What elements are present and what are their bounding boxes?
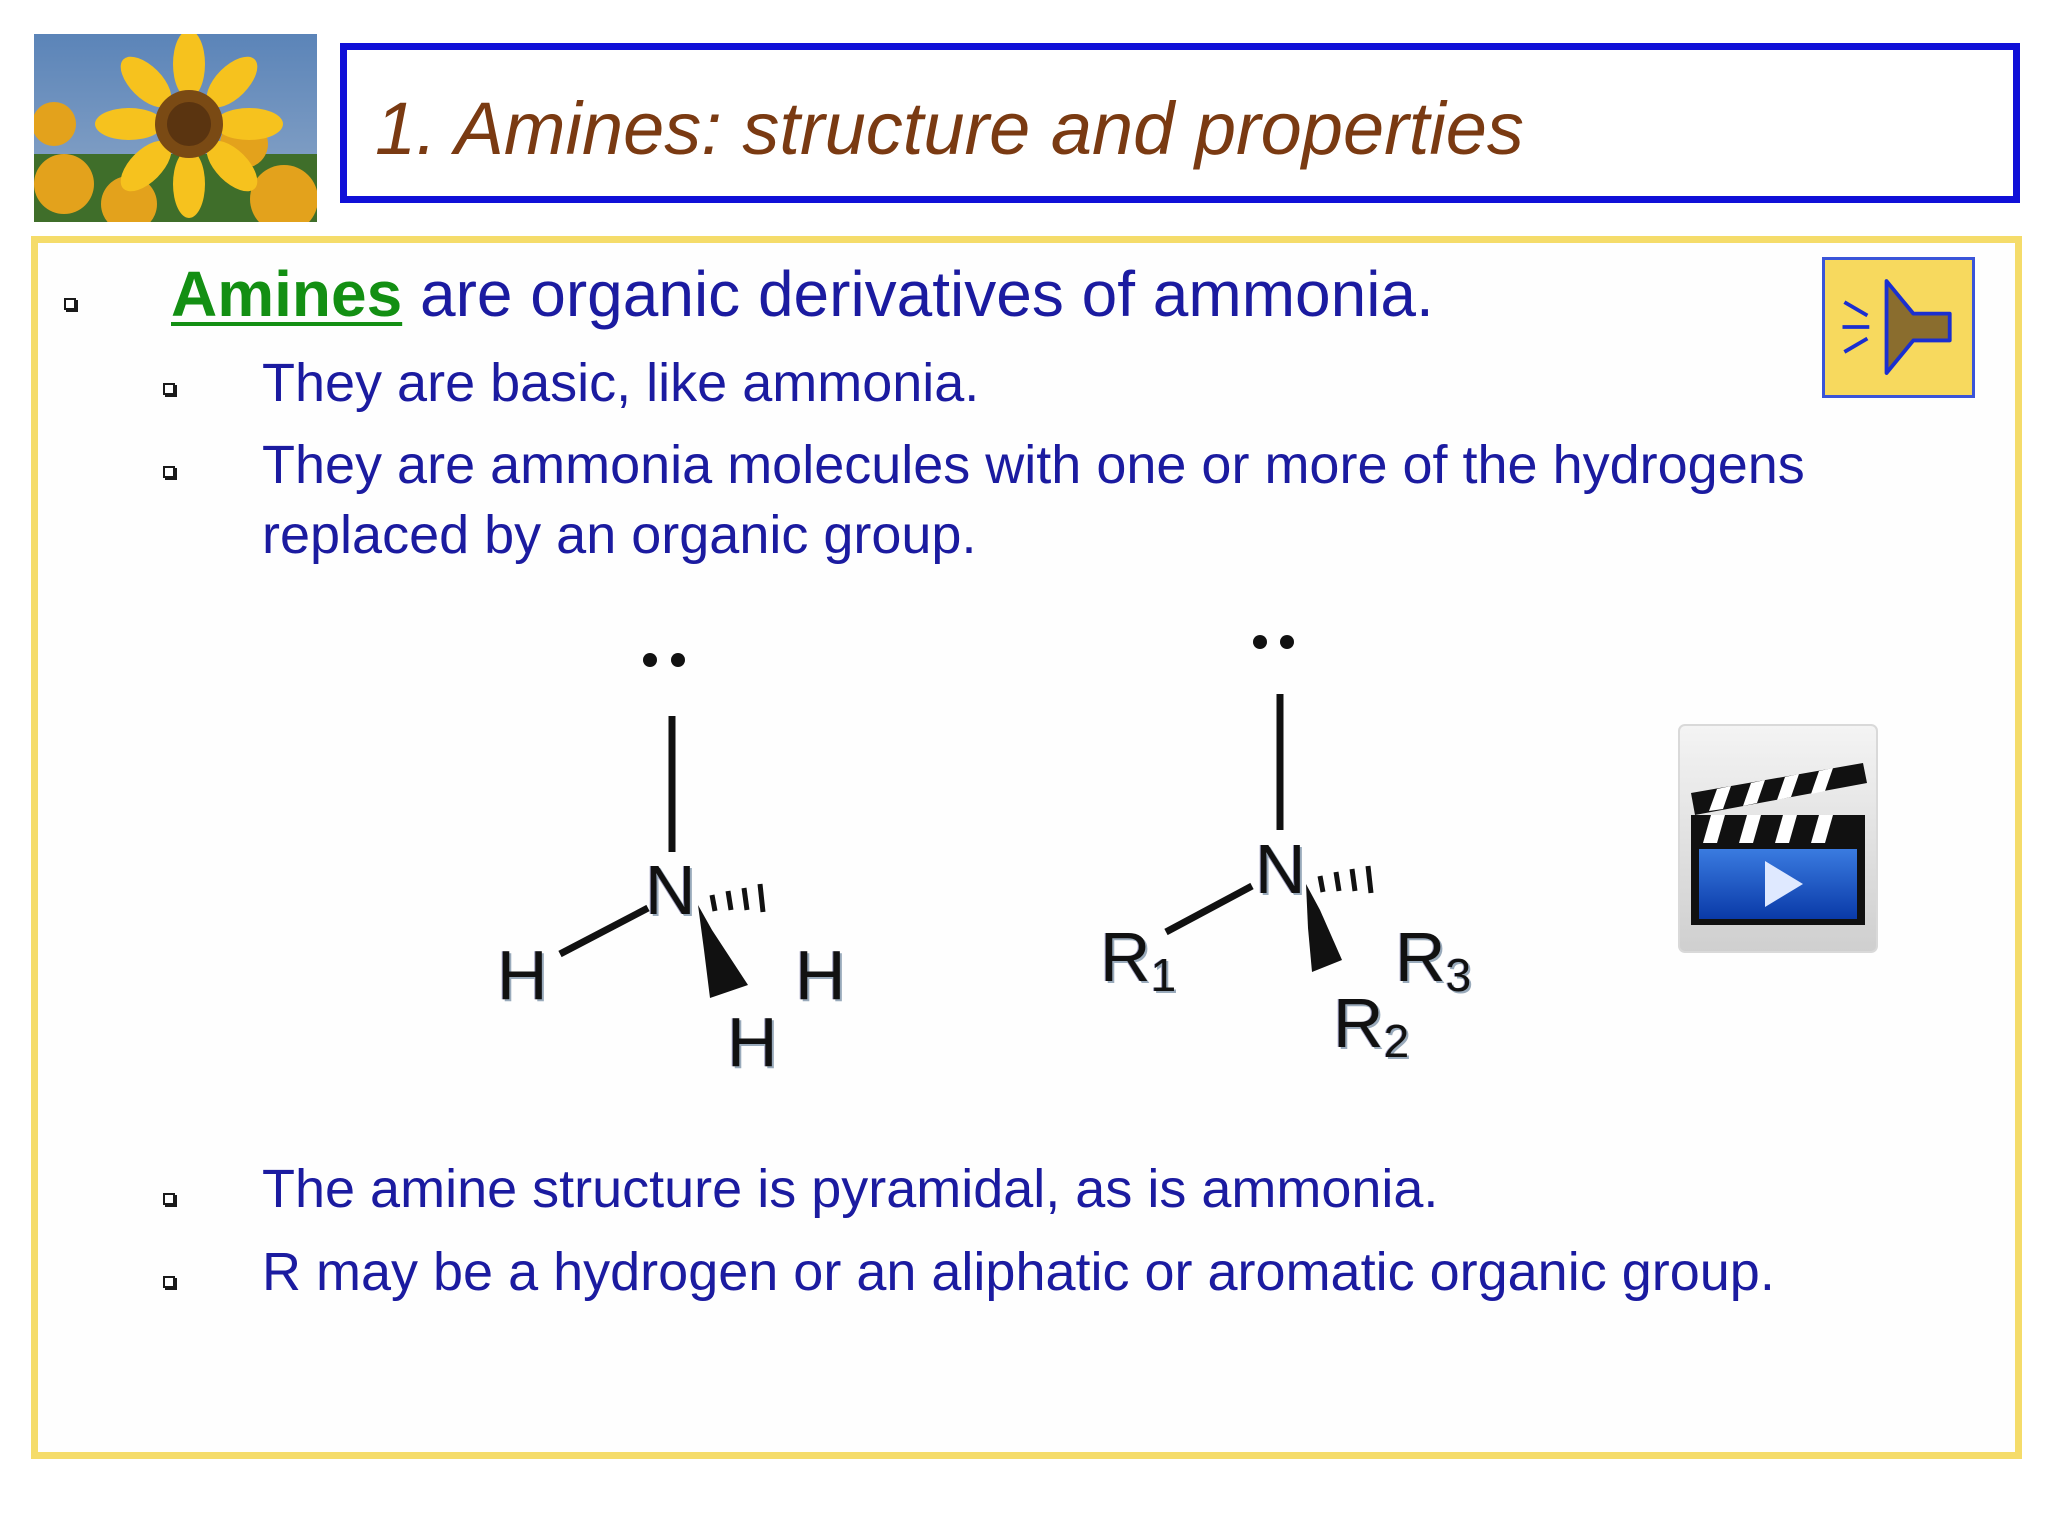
amines-term: Amines <box>171 258 403 330</box>
sunflower-image <box>34 34 317 222</box>
square-bullet-icon <box>163 1276 175 1288</box>
ammonia-hydrogen-left: H <box>497 936 548 1014</box>
amine-substituent-r3: $R_3$ <box>1395 918 1472 1001</box>
amine-nitrogen: N <box>1255 830 1306 908</box>
sub-bullet-1: They are basic, like ammonia. <box>262 353 980 413</box>
square-bullet-icon <box>163 383 175 395</box>
square-bullet-icon <box>163 1193 175 1205</box>
sound-button[interactable] <box>1822 257 1975 398</box>
amine-substituent-r1: $R_1$ <box>1100 918 1177 1001</box>
title-box <box>340 43 2020 203</box>
sub-bullet-2: They are ammonia molecules with one or more of the hydrogens <box>262 435 1805 495</box>
ammonia-hydrogen-bottom: H <box>727 1003 778 1081</box>
amine-substituent-r2: $R_2$ <box>1333 984 1410 1067</box>
sub-bullet-3: The amine structure is pyramidal, as is ammonia. <box>262 1159 1439 1219</box>
video-clapperboard-icon[interactable] <box>1677 723 1879 954</box>
sub-bullet-4: R may be a hydrogen or an aliphatic or aromatic organic group. <box>262 1242 1775 1302</box>
square-bullet-icon <box>64 298 76 310</box>
square-bullet-icon <box>163 466 175 478</box>
main-bullet-text <box>171 258 1434 330</box>
ammonia-nitrogen: N <box>645 851 696 929</box>
main-bullet-rest: are organic derivatives of ammonia. <box>402 258 1434 330</box>
ammonia-hydrogen-right: H <box>795 936 846 1014</box>
speaker-icon <box>1825 260 1972 395</box>
page-title: 1. Amines: structure and properties <box>375 87 1524 170</box>
sub-bullet-2-continued: replaced by an organic group. <box>262 505 977 565</box>
